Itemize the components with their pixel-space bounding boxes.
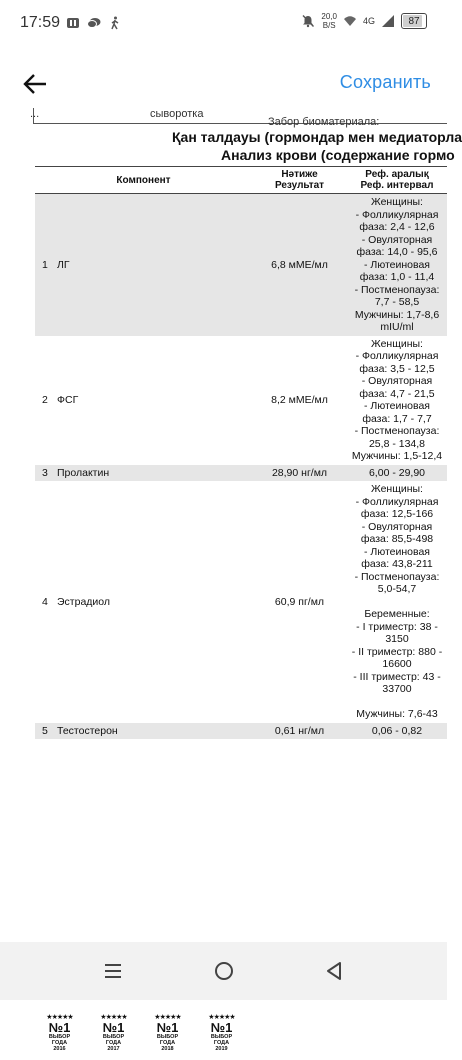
reference-line: Женщины:	[371, 337, 423, 350]
award-line1: ВЫБОР	[210, 1034, 233, 1040]
app-notification-icon	[66, 16, 80, 30]
reference-line: - I триместр: 38 -	[356, 620, 438, 633]
reference-line: - Постменопауза:	[354, 425, 440, 437]
sample-collection-label: Забор биоматериала:	[268, 116, 380, 128]
reference-line: 7,7 - 58,5	[374, 296, 420, 308]
row-number: 2	[42, 394, 48, 406]
reference-line: Мужчины: 7,6-43	[356, 708, 438, 720]
app-bar	[0, 56, 447, 112]
mute-icon	[301, 14, 315, 28]
component-name: ЛГ	[57, 194, 252, 336]
reference-line: - Овуляторная	[361, 233, 433, 246]
reference-line: 0,06 - 0,82	[371, 724, 423, 737]
network-speed-value: 20,0	[321, 12, 337, 21]
reference-line: - III триместр: 43 -	[353, 670, 441, 683]
reference-line: Мужчины: 1,5-12,4	[351, 450, 443, 462]
award-line2: ГОДА	[105, 1040, 122, 1046]
header-component: Компонент	[35, 167, 252, 194]
award-line1: ВЫБОР	[102, 1034, 125, 1040]
signal-icon	[381, 14, 395, 28]
awards-strip	[36, 1014, 245, 1060]
battery-percent: 87	[408, 15, 420, 27]
previous-table-edge	[33, 108, 447, 124]
reference-line: фаза: 12,5-166	[360, 508, 434, 520]
arrow-left-icon	[22, 73, 48, 95]
network-speed-unit: B/S	[322, 21, 336, 30]
status-bar	[0, 0, 447, 48]
component-name: Пролактин	[57, 465, 252, 482]
reference-line: 16600	[382, 658, 412, 670]
home-icon	[214, 961, 234, 981]
result-value: 28,90 нг/мл	[252, 465, 347, 482]
reference-line: фаза: 1,7 - 7,7	[362, 412, 432, 425]
document-title-kz: Қан талдауы (гормондар мен медиаторла	[172, 129, 462, 145]
reference-line: фаза: 14,0 - 95,6	[356, 246, 438, 258]
reference-line: - Лютеиновая	[364, 545, 430, 558]
award-year: 2016	[53, 1046, 66, 1052]
component-name: ФСГ	[57, 394, 79, 406]
award-number: №1	[210, 1020, 233, 1035]
reference-line: - Фолликулярная	[355, 208, 439, 221]
reference-line	[347, 596, 447, 609]
back-triangle-icon	[325, 961, 343, 981]
result-value: 6,8 мМЕ/мл	[252, 194, 347, 336]
reference-line: Беременные:	[364, 608, 430, 620]
reference-line: - Лютеиновая	[364, 400, 430, 412]
document-view[interactable]	[0, 108, 462, 1052]
reference-interval	[347, 723, 447, 740]
award-year: 2019	[215, 1046, 228, 1052]
network-type-label: 4G	[362, 16, 375, 26]
award-line2: ГОДА	[51, 1040, 68, 1046]
reference-line: фаза: 85,5-498	[360, 533, 434, 545]
walking-icon	[108, 16, 122, 30]
award-number: №1	[48, 1020, 71, 1035]
award-line1: ВЫБОР	[48, 1034, 71, 1040]
reference-line: - Овуляторная	[361, 520, 433, 533]
cut-off-text: ...	[30, 108, 40, 120]
reference-line: Женщины:	[371, 483, 423, 495]
reference-line: фаза: 1,0 - 11,4	[359, 271, 435, 283]
reference-line: mIU/ml	[380, 321, 414, 333]
table-row	[35, 481, 447, 723]
reference-line: - Овуляторная	[361, 375, 433, 387]
component-name: Тестостерон	[57, 723, 252, 740]
document-title-ru: Анализ крови (содержание гормо	[221, 147, 455, 163]
component-name: Эстрадиол	[57, 595, 111, 608]
results-table-body	[35, 194, 447, 740]
award-line1: ВЫБОР	[156, 1034, 179, 1040]
recent-apps-button[interactable]	[100, 958, 126, 984]
back-button[interactable]	[18, 68, 52, 100]
reference-interval	[347, 481, 447, 723]
status-notification-icons	[66, 16, 122, 30]
award-badge	[144, 1014, 191, 1060]
award-badge	[198, 1014, 245, 1060]
award-stars-icon: ★★★★★	[154, 1014, 181, 1021]
award-year: 2017	[107, 1046, 120, 1052]
reference-line: Женщины:	[371, 196, 423, 208]
reference-line: - Лютеиновая	[364, 258, 430, 271]
reference-line: - Фолликулярная	[355, 495, 439, 508]
cut-off-sample-type: сыворотка	[150, 108, 204, 120]
network-speed	[321, 12, 337, 30]
wifi-icon	[343, 14, 357, 28]
chat-notification-icon	[87, 16, 101, 30]
reference-line: фаза: 3,5 - 12,5	[359, 362, 435, 375]
award-stars-icon: ★★★★★	[100, 1014, 127, 1021]
reference-line: - II триместр: 880 -	[351, 645, 443, 658]
row-number: 3	[35, 465, 57, 482]
system-navigation-bar	[0, 942, 447, 1000]
award-line2: ГОДА	[213, 1040, 230, 1046]
reference-line	[347, 696, 447, 709]
reference-line: - Постменопауза:	[354, 283, 440, 296]
battery-icon	[401, 13, 427, 29]
reference-line: - Постменопауза:	[354, 570, 440, 583]
result-value: 0,61 нг/мл	[252, 723, 347, 740]
reference-interval	[347, 465, 447, 482]
status-time: 17:59	[20, 14, 61, 31]
home-button[interactable]	[211, 958, 237, 984]
table-row	[35, 194, 447, 336]
status-right-group	[301, 12, 427, 30]
reference-line: фаза: 2,4 - 12,6	[359, 221, 435, 233]
row-number: 1	[35, 194, 57, 336]
header-result: Нәтиже Результат	[252, 167, 347, 194]
reference-line: 6,00 - 29,90	[368, 466, 426, 479]
reference-line: 3150	[385, 633, 409, 645]
result-value: 8,2 мМЕ/мл	[271, 394, 328, 406]
reference-line: - Фолликулярная	[355, 350, 439, 362]
reference-interval	[347, 336, 447, 465]
menu-icon	[103, 962, 123, 980]
results-table	[35, 166, 447, 739]
reference-interval	[347, 194, 447, 336]
table-header-row	[35, 167, 447, 194]
reference-line: 33700	[382, 683, 412, 695]
award-year: 2018	[161, 1046, 174, 1052]
result-value: 60,9 пг/мл	[274, 595, 325, 608]
award-line2: ГОДА	[159, 1040, 176, 1046]
award-number: №1	[156, 1020, 179, 1035]
reference-line: фаза: 4,7 - 21,5	[359, 387, 435, 400]
award-number: №1	[102, 1020, 125, 1035]
award-stars-icon: ★★★★★	[46, 1014, 73, 1021]
award-badge	[90, 1014, 137, 1060]
table-row	[35, 723, 447, 740]
reference-line: 25,8 - 134,8	[368, 437, 426, 450]
reference-line: Мужчины: 1,7-8,6	[354, 308, 440, 321]
reference-line: фаза: 43,8-211	[361, 558, 433, 570]
row-number: 4	[42, 595, 48, 608]
row-number: 5	[35, 723, 57, 740]
header-reference: Реф. аралық Реф. интервал	[347, 167, 447, 194]
system-back-button[interactable]	[321, 958, 347, 984]
award-stars-icon: ★★★★★	[208, 1014, 235, 1021]
award-badge	[36, 1014, 83, 1060]
reference-line: 5,0-54,7	[377, 583, 417, 595]
table-row	[35, 336, 447, 465]
save-button[interactable]: Сохранить	[339, 72, 431, 92]
table-row	[35, 465, 447, 482]
